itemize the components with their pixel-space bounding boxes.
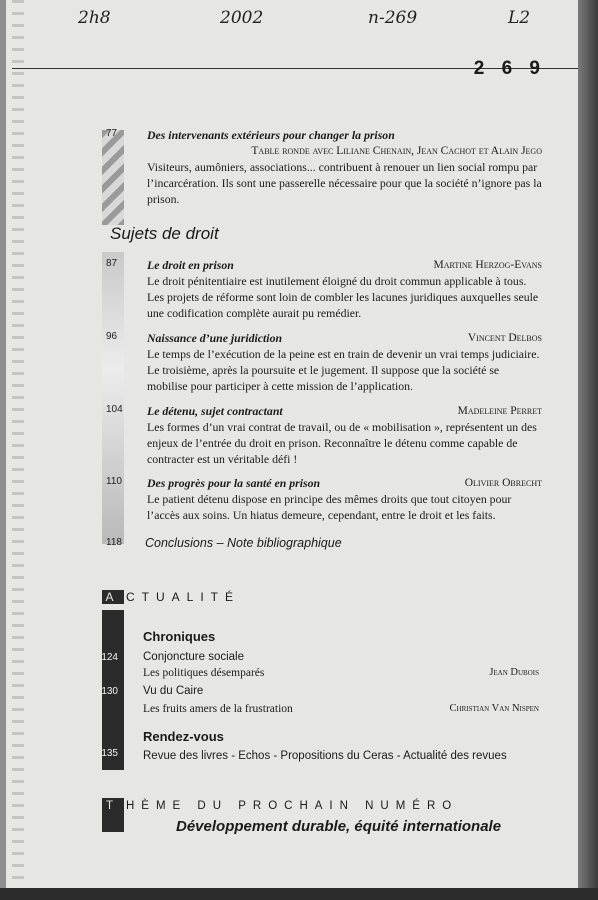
entry-title: Le détenu, sujet contractant xyxy=(147,404,283,418)
entry-author: Madeleine Perret xyxy=(457,405,542,417)
page-ref: 87 xyxy=(106,258,118,269)
decorative-strip-top xyxy=(102,130,124,225)
entry-author: Martine Herzog-Evans xyxy=(433,259,542,271)
entry-summary: Le droit pénitentiaire est inutilement éloigné du droit commun applicable à tous. Les projets de réforme sont loin de combler les lacunes juridiques auxquelles seule une codification complète aurait pu remédier. xyxy=(147,274,539,320)
binding-holes xyxy=(12,0,24,890)
handwritten-note: 2h8 xyxy=(78,8,111,28)
page-ref: 118 xyxy=(106,537,122,548)
rendezvous-title: Rendez-vous xyxy=(143,729,224,744)
entry-title: Les politiques désemparés xyxy=(143,667,265,679)
rendezvous-entry[interactable]: Revue des livres - Echos - Propositions du Ceras - Actualité des revues xyxy=(143,750,507,762)
heading-initial: A xyxy=(102,590,124,604)
toc-entry[interactable] xyxy=(147,127,542,207)
entry-title: Les fruits amers de la frustration xyxy=(143,703,293,715)
handwritten-issue: n-269 xyxy=(368,8,418,28)
toc-entry[interactable] xyxy=(147,330,542,394)
actualite-heading xyxy=(102,590,240,604)
page-ref: 135 xyxy=(101,748,118,759)
document-page xyxy=(6,0,578,890)
next-issue-title: Développement durable, équité internationale xyxy=(176,818,502,835)
entry-title: Le droit en prison xyxy=(147,258,234,272)
toc-entry[interactable] xyxy=(147,257,542,321)
chronique-entry[interactable] xyxy=(143,667,539,679)
entry-author: Jean Dubois xyxy=(489,667,539,678)
heading-rest: CTUALITÉ xyxy=(126,590,241,604)
entry-author: Olivier Obrecht xyxy=(464,477,542,489)
heading-rest: HÈME DU PROCHAIN NUMÉRO xyxy=(126,800,459,812)
entry-summary: Les formes d’un vrai contrat de travail, ou de « mobilisation », représentent un des enjeux de l’entrée du droit en prison. Reconnaître le détenu comme capable de contracter est un véritable défi ! xyxy=(147,420,537,466)
entry-title: Des intervenants extérieurs pour changer la prison xyxy=(147,128,395,142)
chroniques-title: Chroniques xyxy=(143,629,216,644)
page-edge-shadow xyxy=(578,0,598,900)
chronique-rubric[interactable]: Vu du Caire xyxy=(143,685,204,697)
section-title: Sujets de droit xyxy=(110,224,219,243)
page-ref: 96 xyxy=(106,331,118,342)
page-ref: 104 xyxy=(106,404,123,415)
heading-initial: T xyxy=(102,800,124,812)
entry-summary: Le temps de l’exécution de la peine est en train de devenir un vrai temps judiciaire. Le troisième, après la poursuite et le jugement. Il suppose que la société se mobilise pour participer à cette mission de l’application. xyxy=(147,347,540,393)
page-ref: 110 xyxy=(106,476,122,487)
page-ref: 124 xyxy=(101,652,118,663)
bottom-shadow xyxy=(0,888,598,900)
toc-entry[interactable] xyxy=(147,475,542,523)
theme-heading xyxy=(102,800,458,812)
entry-summary: Visiteurs, aumôniers, associations... contribuent à renouer un lien social rompu par l’incarcération. Ils sont une passerelle nécessaire pour que la société n’ignore pas la prison. xyxy=(147,160,542,206)
entry-summary: Le patient détenu dispose en principe des mêmes droits que tout citoyen pour l’accès aux soins. Un hiatus demeure, cependant, entre le droit et les faits. xyxy=(147,492,512,522)
entry-author: Vincent Delbos xyxy=(467,332,542,344)
page-number: 2 6 9 xyxy=(473,58,546,79)
page-ref: 77 xyxy=(106,128,118,139)
chronique-entry[interactable] xyxy=(143,703,539,715)
chronique-rubric[interactable]: Conjoncture sociale xyxy=(143,651,245,663)
handwritten-code: L2 xyxy=(508,8,531,28)
decorative-strip-section xyxy=(102,252,124,544)
entry-title: Naissance d’une juridiction xyxy=(147,331,283,345)
entry-author: Table ronde avec Liliane Chenain, Jean Cachot et Alain Jego xyxy=(251,145,542,157)
handwritten-year: 2002 xyxy=(220,8,264,28)
toc-entry[interactable] xyxy=(147,403,542,467)
conclusion-entry[interactable]: Conclusions – Note bibliographique xyxy=(145,536,342,550)
entry-author: Christian Van Nispen xyxy=(449,703,539,714)
page-ref: 130 xyxy=(101,686,118,697)
entry-title: Des progrès pour la santé en prison xyxy=(147,476,321,490)
